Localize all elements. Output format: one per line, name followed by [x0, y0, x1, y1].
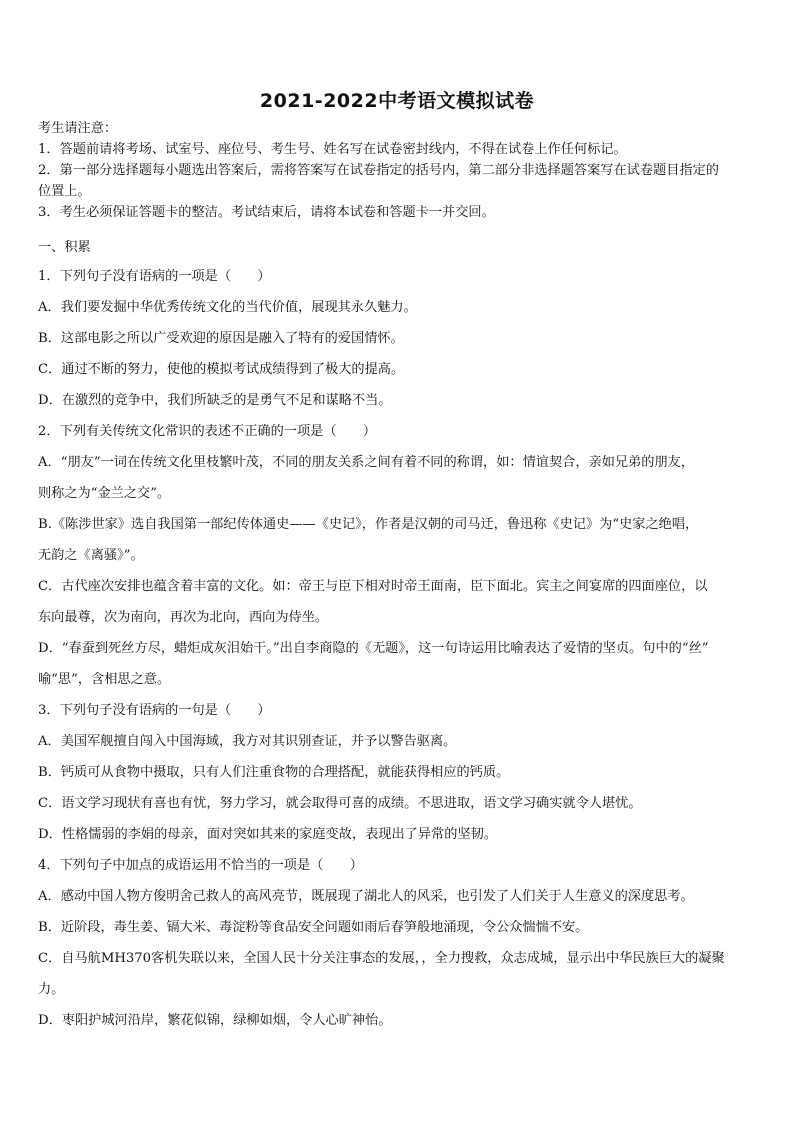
document-title: 2021-2022中考语文模拟试卷: [259, 90, 535, 112]
answer-option: A．“朋友”一词在传统文化里枝繁叶茂，不同的朋友关系之间有着不同的称谓，如：情谊契合，亲如兄弟的朋友，: [38, 455, 695, 470]
question-2: [38, 416, 760, 695]
answer-option: C．语文学习现状有喜也有忧，努力学习，就会取得可喜的成绩。不思进取，语文学习确实就令人堪忧。: [38, 796, 642, 811]
notice-line: 1．答题前请将考场、试室号、座位号、考生号、姓名写在试卷密封线内，不得在试卷上作任何标记。: [38, 142, 627, 157]
question-stem: 2．下列有关传统文化常识的表述不正确的一项是（ ）: [38, 424, 377, 439]
notice-line: 3．考生必须保证答题卡的整洁。考试结束后，请将本试卷和答题卡一并交回。: [38, 205, 495, 220]
document-body: [38, 118, 760, 1036]
answer-option: D．在激烈的竞争中，我们所缺乏的是勇气不足和谋略不当。: [38, 393, 392, 408]
question-stem: 3．下列句子没有语病的一句是（ ）: [38, 703, 271, 718]
answer-option: B．钙质可从食物中摄取，只有人们注重食物的合理搭配，就能获得相应的钙质。: [38, 765, 510, 780]
question-stem: 1．下列句子没有语病的一项是（ ）: [38, 269, 271, 284]
section-heading: 一、积累: [38, 240, 91, 255]
question-1: [38, 261, 760, 416]
answer-option: A．我们要发掘中华优秀传统文化的当代价值，展现其永久魅力。: [38, 300, 417, 315]
answer-option-continuation: 东向最尊，次为南向，再次为北向，西向为侍坐。: [38, 610, 329, 625]
answer-option: B．近阶段，毒生姜、镉大米、毒淀粉等食品安全问题如雨后春笋般地涌现，令公众惴惴不安。: [38, 920, 589, 935]
answer-option: B.《陈涉世家》选自我国第一部纪传体通史——《史记》，作者是汉朝的司马迁，鲁迅称《史记》为“史家之绝唱，: [38, 517, 699, 532]
answer-option: C．通过不断的努力，使他的模拟考试成绩得到了极大的提高。: [38, 362, 405, 377]
answer-option: D．性格懦弱的李娟的母亲，面对突如其来的家庭变故，表现出了异常的坚韧。: [38, 827, 497, 842]
answer-option: D．枣阳护城河沿岸，繁花似锦，绿柳如烟，令人心旷神怡。: [38, 1013, 392, 1028]
answer-option-continuation: 无韵之《离骚》”。: [38, 548, 144, 563]
question-stem: 4．下列句子中加点的成语运用不恰当的一项是（ ）: [38, 858, 363, 873]
answer-option-continuation: 则称之为“金兰之交”。: [38, 486, 171, 501]
answer-option: D．“春蚕到死丝方尽，蜡炬成灰泪始干。”出自李商隐的《无题》，这一句诗运用比喻表达了爱情的坚贞。句中的“丝”: [38, 641, 709, 656]
notice-line: 2．第一部分选择题每小题选出答案后，需将答案写在试卷指定的括号内，第二部分非选择题答案写在试卷题目指定的: [38, 163, 719, 178]
question-4: [38, 850, 760, 1036]
notice-block: [38, 118, 760, 223]
answer-option: A．美国军舰擅自闯入中国海域，我方对其识别查证，并予以警告驱离。: [38, 734, 457, 749]
notice-line: 位置上。: [38, 184, 91, 199]
answer-option-continuation: 喻“思”，含相思之意。: [38, 672, 171, 687]
answer-option: B．这部电影之所以广受欢迎的原因是融入了特有的爱国情怀。: [38, 331, 404, 346]
question-3: [38, 695, 760, 850]
answer-option: C．自马航MH370客机失联以来，全国人民十分关注事态的发展，，全力搜救，众志成城，显示出中华民族巨大的凝聚: [38, 951, 725, 966]
answer-option-continuation: 力。: [38, 982, 65, 997]
notice-heading: 考生请注意：: [38, 121, 118, 136]
answer-option: C．古代座次安排也蕴含着丰富的文化。如：帝王与臣下相对时帝王面南，臣下面北。宾主之间宴席的四面座位，以: [38, 579, 708, 594]
answer-option: A．感动中国人物方俊明舍己救人的高风亮节，既展现了湖北人的风采，也引发了人们关于人生意义的深度思考。: [38, 889, 694, 904]
